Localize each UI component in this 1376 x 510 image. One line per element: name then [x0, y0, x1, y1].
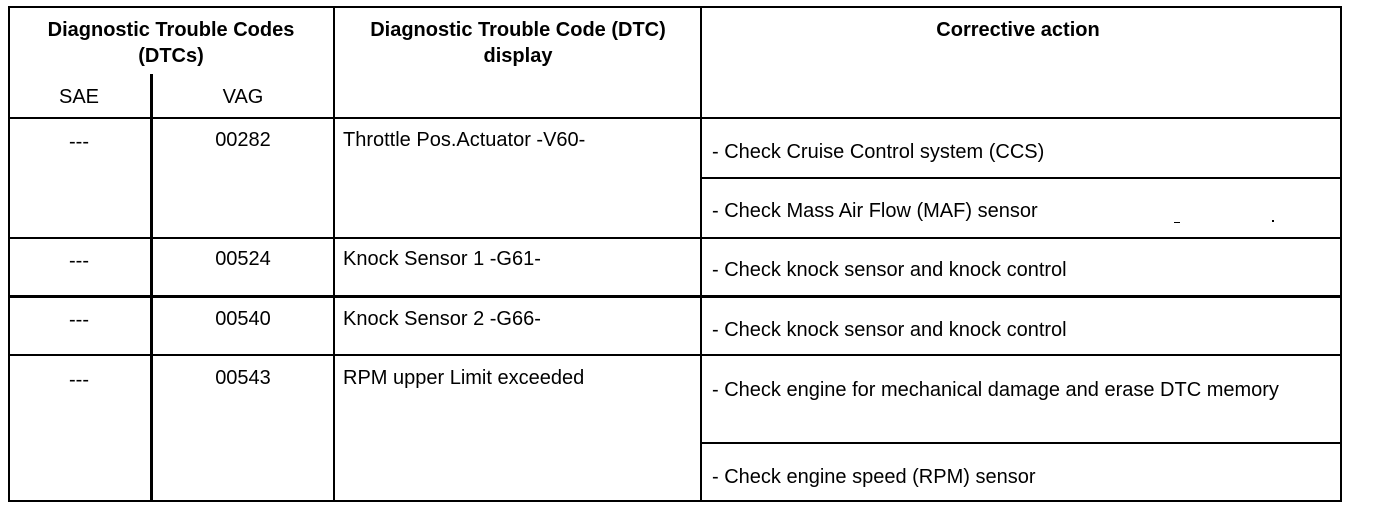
divider-header-bottom: [8, 117, 1342, 119]
row-vag: 00282: [215, 129, 271, 151]
row-action: - Check Mass Air Flow (MAF) sensor: [712, 200, 1038, 222]
row-action: - Check knock sensor and knock control: [712, 319, 1067, 341]
divider-row1-bottom: [8, 237, 1342, 239]
divider-codes-display: [333, 6, 335, 502]
row-action: - Check engine speed (RPM) sensor: [712, 466, 1036, 488]
row-sae: ---: [69, 131, 89, 153]
table-border-right: [1340, 6, 1342, 502]
divider-row4-action: [700, 442, 1342, 444]
row-sae: ---: [69, 250, 89, 272]
table-border-top: [8, 6, 1342, 8]
row-vag: 00524: [215, 248, 271, 270]
row-action: - Check knock sensor and knock control: [712, 259, 1067, 281]
dtc-table: [8, 6, 1342, 502]
scan-artifact-dot: [1272, 220, 1274, 222]
row-sae: ---: [69, 369, 89, 391]
header-display: Diagnostic Trouble Code (DTC) display: [370, 19, 666, 67]
row-sae: ---: [69, 309, 89, 331]
header-sae: SAE: [58, 86, 100, 108]
row-display: Throttle Pos.Actuator -V60-: [343, 129, 586, 151]
header-action: Corrective action: [936, 19, 1100, 41]
header-dtc-group: Diagnostic Trouble Codes (DTCs): [47, 19, 295, 67]
row-display: Knock Sensor 2 -G66-: [343, 308, 541, 330]
row-vag: 00543: [215, 367, 271, 389]
row-action: - Check engine for mechanical damage and erase DTC memory: [712, 379, 1279, 401]
row-display: RPM upper Limit exceeded: [343, 367, 585, 389]
divider-display-action: [700, 6, 702, 502]
divider-row1-action: [700, 177, 1342, 179]
row-vag: 00540: [215, 308, 271, 330]
divider-row3-bottom: [8, 354, 1342, 356]
table-border-bottom: [8, 500, 1342, 502]
row-action: - Check Cruise Control system (CCS): [712, 141, 1045, 163]
scan-artifact-dash: [1174, 222, 1180, 223]
row-display: Knock Sensor 1 -G61-: [343, 248, 541, 270]
header-vag: VAG: [222, 86, 264, 108]
divider-row2-bottom: [8, 295, 1342, 298]
